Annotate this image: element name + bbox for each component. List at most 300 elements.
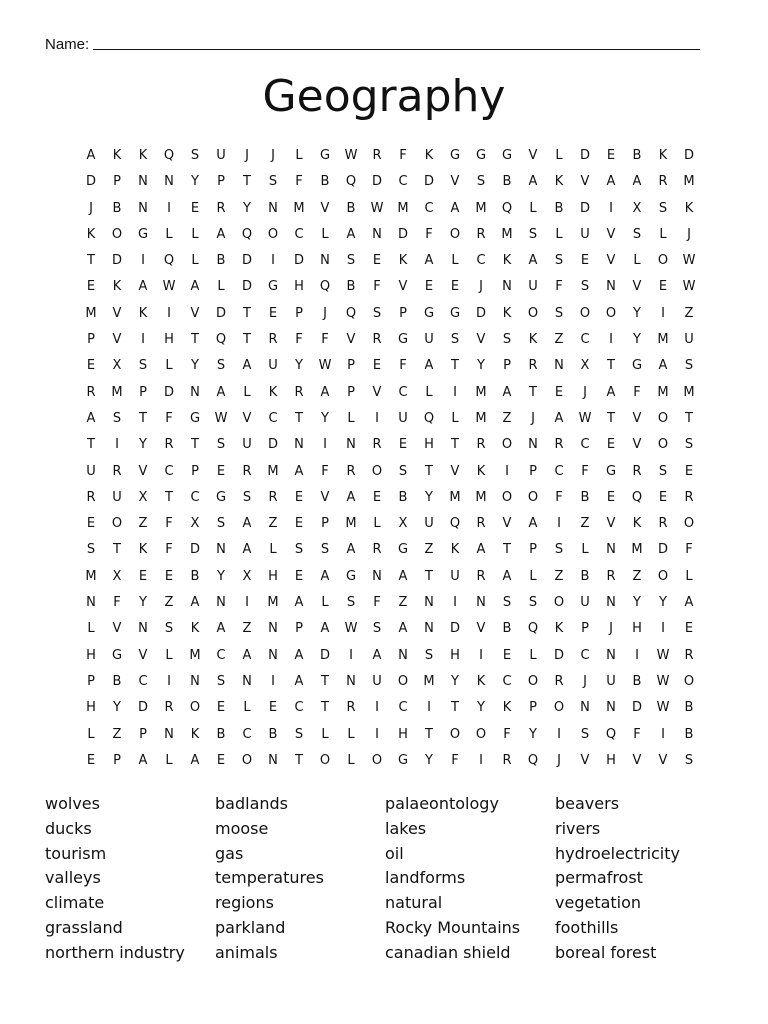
grid-letter: T	[685, 410, 693, 426]
word-list-item: boreal forest	[555, 942, 657, 962]
grid-letter: Q	[319, 279, 331, 295]
word-column	[45, 792, 215, 966]
grid-letter: G	[605, 463, 617, 479]
grid-letter: U	[216, 148, 226, 163]
grid-letter: B	[684, 700, 694, 716]
grid-letter: A	[528, 516, 538, 532]
word-column	[215, 792, 385, 966]
grid-letter: I	[661, 305, 665, 321]
grid-letter: W	[162, 279, 176, 295]
grid-letter: X	[112, 568, 122, 584]
grid-letter: K	[684, 200, 694, 216]
grid-letter: I	[375, 726, 379, 742]
grid-letter: S	[112, 410, 122, 426]
grid-letter: R	[554, 437, 564, 453]
grid-letter: E	[372, 489, 382, 505]
grid-letter: R	[164, 700, 174, 716]
grid-letter: A	[554, 410, 564, 426]
grid-letter: D	[553, 647, 564, 663]
grid-letter: E	[190, 200, 200, 216]
grid-letter: D	[85, 174, 96, 190]
grid-letter: A	[346, 489, 356, 505]
grid-letter: K	[138, 542, 148, 558]
grid-letter: Z	[268, 516, 278, 532]
grid-letter: L	[243, 384, 251, 400]
grid-letter: O	[657, 253, 669, 269]
grid-letter: V	[346, 332, 356, 348]
grid-letter: M	[85, 568, 97, 584]
grid-letter: K	[138, 305, 148, 321]
grid-letter: Z	[632, 568, 642, 584]
word-list-item: badlands	[215, 794, 288, 813]
grid-letter: E	[606, 437, 616, 453]
grid-letter: E	[268, 700, 278, 716]
grid-letter: F	[633, 384, 641, 400]
grid-letter: D	[215, 305, 226, 321]
grid-letter: K	[398, 253, 408, 269]
grid-letter: E	[294, 489, 304, 505]
word-list-item: regions	[215, 893, 274, 913]
grid-letter: T	[295, 410, 303, 426]
grid-letter: P	[399, 305, 407, 321]
grid-letter: H	[86, 700, 96, 716]
grid-letter: F	[503, 726, 511, 742]
grid-letter: N	[606, 700, 616, 716]
grid-letter: M	[683, 384, 695, 400]
grid-letter: I	[453, 595, 457, 611]
grid-letter: F	[451, 752, 459, 768]
grid-letter: O	[241, 752, 253, 768]
grid-letter: B	[216, 726, 226, 742]
grid-letter: R	[658, 516, 668, 532]
grid-letter: T	[451, 358, 459, 374]
grid-letter: I	[375, 410, 379, 426]
grid-letter: S	[216, 358, 226, 374]
grid-letter: F	[399, 358, 407, 374]
grid-letter: A	[450, 200, 460, 216]
grid-letter: N	[216, 595, 226, 611]
name-blank-line[interactable]	[93, 48, 700, 50]
grid-letter: V	[580, 752, 590, 768]
grid-letter: R	[658, 174, 668, 190]
grid-letter: N	[268, 647, 278, 663]
grid-letter: S	[242, 489, 252, 505]
grid-letter: O	[657, 568, 669, 584]
grid-letter: T	[191, 332, 199, 348]
grid-letter: D	[267, 437, 278, 453]
grid-letter: Y	[633, 595, 641, 611]
grid-letter: H	[632, 621, 642, 637]
grid-letter: V	[242, 410, 252, 426]
grid-letter: S	[450, 332, 460, 348]
grid-letter: Y	[191, 358, 199, 374]
grid-letter: V	[112, 621, 122, 637]
grid-letter: B	[632, 673, 642, 689]
grid-letter: W	[370, 200, 384, 216]
grid-letter: Q	[345, 174, 357, 190]
grid-letter: O	[111, 226, 123, 242]
grid-letter: T	[243, 305, 251, 321]
grid-letter: W	[578, 410, 592, 426]
grid-letter: S	[502, 595, 512, 611]
grid-letter: R	[372, 542, 382, 558]
grid-letter: D	[579, 148, 590, 163]
grid-letter: E	[658, 489, 668, 505]
grid-letter: K	[554, 621, 564, 637]
grid-letter: L	[555, 226, 563, 242]
grid-letter: M	[631, 542, 643, 558]
grid-letter: A	[502, 384, 512, 400]
grid-letter: S	[216, 673, 226, 689]
grid-letter: O	[527, 673, 539, 689]
grid-letter: A	[190, 595, 200, 611]
grid-letter: S	[190, 148, 200, 163]
grid-letter: S	[372, 305, 382, 321]
grid-letter: Y	[217, 568, 225, 584]
grid-letter: U	[580, 226, 590, 242]
grid-letter: R	[476, 226, 486, 242]
grid-letter: V	[606, 253, 616, 269]
grid-letter: V	[632, 752, 642, 768]
grid-letter: A	[684, 595, 694, 611]
grid-letter: Y	[321, 410, 329, 426]
grid-letter: Z	[164, 595, 174, 611]
grid-letter: J	[89, 200, 93, 216]
grid-letter: L	[191, 226, 199, 242]
grid-letter: E	[372, 253, 382, 269]
grid-letter: Y	[529, 726, 537, 742]
grid-letter: I	[453, 384, 457, 400]
word-list-item: oil	[385, 843, 404, 863]
word-list-item: landforms	[385, 868, 466, 888]
grid-letter: Y	[243, 200, 251, 216]
grid-letter: N	[476, 595, 486, 611]
grid-letter: Q	[345, 305, 357, 321]
grid-letter: N	[190, 384, 200, 400]
grid-letter: Y	[633, 305, 641, 321]
grid-letter: T	[503, 542, 511, 558]
grid-letter: T	[321, 673, 329, 689]
grid-letter: S	[346, 595, 356, 611]
grid-letter: O	[397, 673, 409, 689]
grid-letter: F	[295, 332, 303, 348]
grid-letter: A	[216, 226, 226, 242]
grid-letter: P	[217, 174, 225, 190]
grid-letter: Z	[554, 568, 564, 584]
grid-letter: K	[658, 148, 668, 163]
grid-letter: L	[165, 647, 173, 663]
grid-letter: B	[580, 568, 590, 584]
grid-letter: N	[606, 595, 616, 611]
grid-letter: R	[268, 332, 278, 348]
grid-letter: Y	[425, 752, 433, 768]
grid-letter: A	[658, 358, 668, 374]
grid-letter: P	[581, 621, 589, 637]
grid-letter: C	[554, 463, 564, 479]
grid-letter: R	[476, 568, 486, 584]
grid-letter: C	[398, 384, 408, 400]
word-column	[555, 792, 725, 966]
grid-letter: F	[399, 148, 407, 163]
grid-letter: H	[398, 726, 408, 742]
grid-letter: A	[294, 647, 304, 663]
grid-letter: O	[371, 463, 383, 479]
grid-letter: C	[424, 200, 434, 216]
grid-letter: Y	[425, 489, 433, 505]
word-list	[45, 792, 745, 966]
grid-letter: F	[165, 542, 173, 558]
grid-letter: E	[372, 358, 382, 374]
grid-letter: N	[424, 621, 434, 637]
word-list-item: canadian shield	[385, 942, 511, 962]
grid-letter: P	[529, 700, 537, 716]
grid-letter: A	[346, 226, 356, 242]
grid-letter: G	[137, 226, 149, 242]
grid-letter: L	[581, 542, 589, 558]
grid-letter: P	[139, 384, 147, 400]
grid-letter: L	[165, 752, 173, 768]
grid-letter: V	[658, 752, 668, 768]
grid-letter: F	[165, 516, 173, 532]
grid-letter: N	[164, 726, 174, 742]
grid-letter: V	[138, 647, 148, 663]
grid-letter: A	[346, 542, 356, 558]
grid-letter: R	[294, 384, 304, 400]
word-list-item: foothills	[555, 917, 619, 937]
word-list-item: palaeontology	[385, 794, 499, 813]
grid-letter: W	[656, 700, 670, 716]
grid-letter: A	[242, 516, 252, 532]
grid-letter: D	[397, 226, 408, 242]
grid-letter: V	[138, 463, 148, 479]
grid-letter: A	[294, 595, 304, 611]
grid-letter: E	[502, 647, 512, 663]
grid-letter: T	[295, 752, 303, 768]
grid-letter: O	[683, 516, 695, 532]
grid-letter: V	[606, 516, 616, 532]
grid-letter: Q	[241, 226, 253, 242]
grid-letter: G	[215, 489, 227, 505]
grid-letter: R	[606, 568, 616, 584]
grid-letter: C	[164, 463, 174, 479]
grid-letter: S	[528, 595, 538, 611]
grid-letter: I	[375, 700, 379, 716]
grid-letter: D	[189, 542, 200, 558]
grid-letter: H	[294, 279, 304, 295]
word-list-item: northern industry	[45, 942, 185, 962]
grid-letter: R	[268, 489, 278, 505]
grid-letter: F	[425, 226, 433, 242]
grid-letter: V	[112, 332, 122, 348]
grid-letter: G	[449, 148, 461, 163]
grid-letter: R	[502, 752, 512, 768]
grid-letter: O	[449, 726, 461, 742]
grid-letter: E	[684, 463, 694, 479]
grid-letter: S	[554, 542, 564, 558]
grid-letter: P	[139, 726, 147, 742]
grid-letter: K	[138, 148, 148, 163]
grid-letter: I	[661, 726, 665, 742]
grid-letter: Y	[191, 174, 199, 190]
grid-letter: J	[245, 148, 249, 163]
grid-letter: N	[554, 358, 564, 374]
grid-letter: T	[451, 700, 459, 716]
grid-letter: W	[682, 253, 696, 269]
grid-letter: X	[398, 516, 408, 532]
grid-letter: E	[294, 568, 304, 584]
grid-letter: I	[167, 305, 171, 321]
grid-letter: K	[112, 148, 122, 163]
grid-letter: N	[294, 437, 304, 453]
grid-letter: R	[112, 463, 122, 479]
grid-letter: K	[502, 700, 512, 716]
grid-letter: E	[580, 253, 590, 269]
grid-letter: N	[346, 673, 356, 689]
grid-letter: W	[656, 673, 670, 689]
grid-letter: G	[189, 410, 201, 426]
grid-letter: B	[112, 673, 122, 689]
grid-letter: F	[321, 332, 329, 348]
grid-letter: P	[347, 358, 355, 374]
grid-letter: F	[113, 595, 121, 611]
grid-letter: N	[216, 542, 226, 558]
grid-letter: K	[502, 253, 512, 269]
grid-letter: Z	[398, 595, 408, 611]
grid-letter: P	[529, 463, 537, 479]
grid-letter: C	[294, 700, 304, 716]
grid-letter: I	[635, 647, 639, 663]
grid-letter: P	[295, 621, 303, 637]
grid-letter: G	[397, 542, 409, 558]
grid-letter: I	[557, 516, 561, 532]
grid-letter: E	[216, 700, 226, 716]
grid-letter: E	[86, 752, 96, 768]
grid-letter: G	[475, 148, 487, 163]
grid-letter: X	[138, 489, 148, 505]
grid-letter: P	[191, 463, 199, 479]
grid-letter: E	[86, 279, 96, 295]
word-list-item: vegetation	[555, 893, 642, 913]
grid-letter: C	[138, 673, 148, 689]
grid-letter: A	[242, 542, 252, 558]
grid-letter: J	[687, 226, 691, 242]
grid-letter: X	[580, 358, 590, 374]
grid-letter: E	[684, 621, 694, 637]
grid-letter: O	[501, 437, 513, 453]
grid-letter: E	[424, 279, 434, 295]
grid-letter: N	[164, 174, 174, 190]
grid-letter: T	[87, 437, 95, 453]
grid-letter: L	[633, 253, 641, 269]
grid-letter: R	[684, 489, 694, 505]
word-list-item: gas	[215, 843, 244, 863]
grid-letter: U	[684, 332, 694, 348]
grid-letter: V	[398, 279, 408, 295]
grid-letter: Q	[423, 410, 435, 426]
grid-letter: E	[138, 568, 148, 584]
grid-letter: L	[269, 542, 277, 558]
grid-letter: H	[86, 647, 96, 663]
grid-letter: S	[632, 226, 642, 242]
grid-letter: C	[242, 726, 252, 742]
grid-letter: N	[398, 647, 408, 663]
grid-letter: N	[268, 200, 278, 216]
word-list-item: hydroelectricity	[555, 843, 680, 863]
grid-letter: O	[449, 226, 461, 242]
grid-letter: C	[294, 226, 304, 242]
grid-letter: N	[190, 673, 200, 689]
grid-letter: V	[372, 384, 382, 400]
grid-letter: N	[424, 595, 434, 611]
word-list-item: animals	[215, 942, 278, 962]
grid-letter: U	[424, 516, 434, 532]
grid-letter: M	[345, 516, 357, 532]
grid-letter: V	[606, 226, 616, 242]
grid-letter: B	[216, 253, 226, 269]
grid-letter: R	[346, 700, 356, 716]
grid-letter: D	[657, 542, 668, 558]
grid-letter: I	[141, 253, 145, 269]
grid-letter: D	[241, 253, 252, 269]
grid-letter: S	[216, 437, 226, 453]
grid-letter: I	[349, 647, 353, 663]
grid-letter: A	[86, 148, 96, 163]
word-list-item: lakes	[385, 818, 427, 838]
grid-letter: X	[112, 358, 122, 374]
grid-letter: K	[476, 673, 486, 689]
grid-letter: F	[373, 279, 381, 295]
grid-letter: A	[632, 174, 642, 190]
grid-letter: G	[397, 752, 409, 768]
grid-letter: W	[318, 358, 332, 374]
grid-letter: R	[372, 148, 382, 163]
grid-letter: R	[86, 489, 96, 505]
grid-letter: J	[323, 305, 327, 321]
grid-letter: A	[190, 752, 200, 768]
grid-letter: U	[86, 463, 96, 479]
grid-letter: M	[657, 332, 669, 348]
grid-letter: N	[268, 752, 278, 768]
grid-letter: I	[141, 332, 145, 348]
grid-letter: A	[320, 384, 330, 400]
grid-letter: Z	[242, 621, 252, 637]
grid-letter: L	[347, 726, 355, 742]
grid-letter: S	[424, 647, 434, 663]
grid-letter: L	[87, 621, 95, 637]
grid-letter: S	[476, 174, 486, 190]
grid-letter: S	[658, 463, 668, 479]
grid-letter: M	[475, 410, 487, 426]
grid-letter: I	[271, 673, 275, 689]
grid-letter: Z	[424, 542, 434, 558]
grid-letter: T	[607, 410, 615, 426]
grid-letter: U	[606, 673, 616, 689]
grid-letter: S	[164, 621, 174, 637]
grid-letter: E	[398, 437, 408, 453]
grid-letter: Q	[605, 726, 617, 742]
grid-letter: L	[191, 253, 199, 269]
grid-letter: G	[319, 148, 331, 163]
grid-letter: L	[347, 752, 355, 768]
grid-letter: T	[113, 542, 121, 558]
grid-letter: I	[245, 595, 249, 611]
name-label: Name:	[45, 36, 90, 53]
letter-grid	[78, 143, 702, 774]
grid-letter: U	[398, 410, 408, 426]
grid-letter: M	[85, 305, 97, 321]
grid-letter: X	[242, 568, 252, 584]
grid-letter: B	[268, 726, 278, 742]
